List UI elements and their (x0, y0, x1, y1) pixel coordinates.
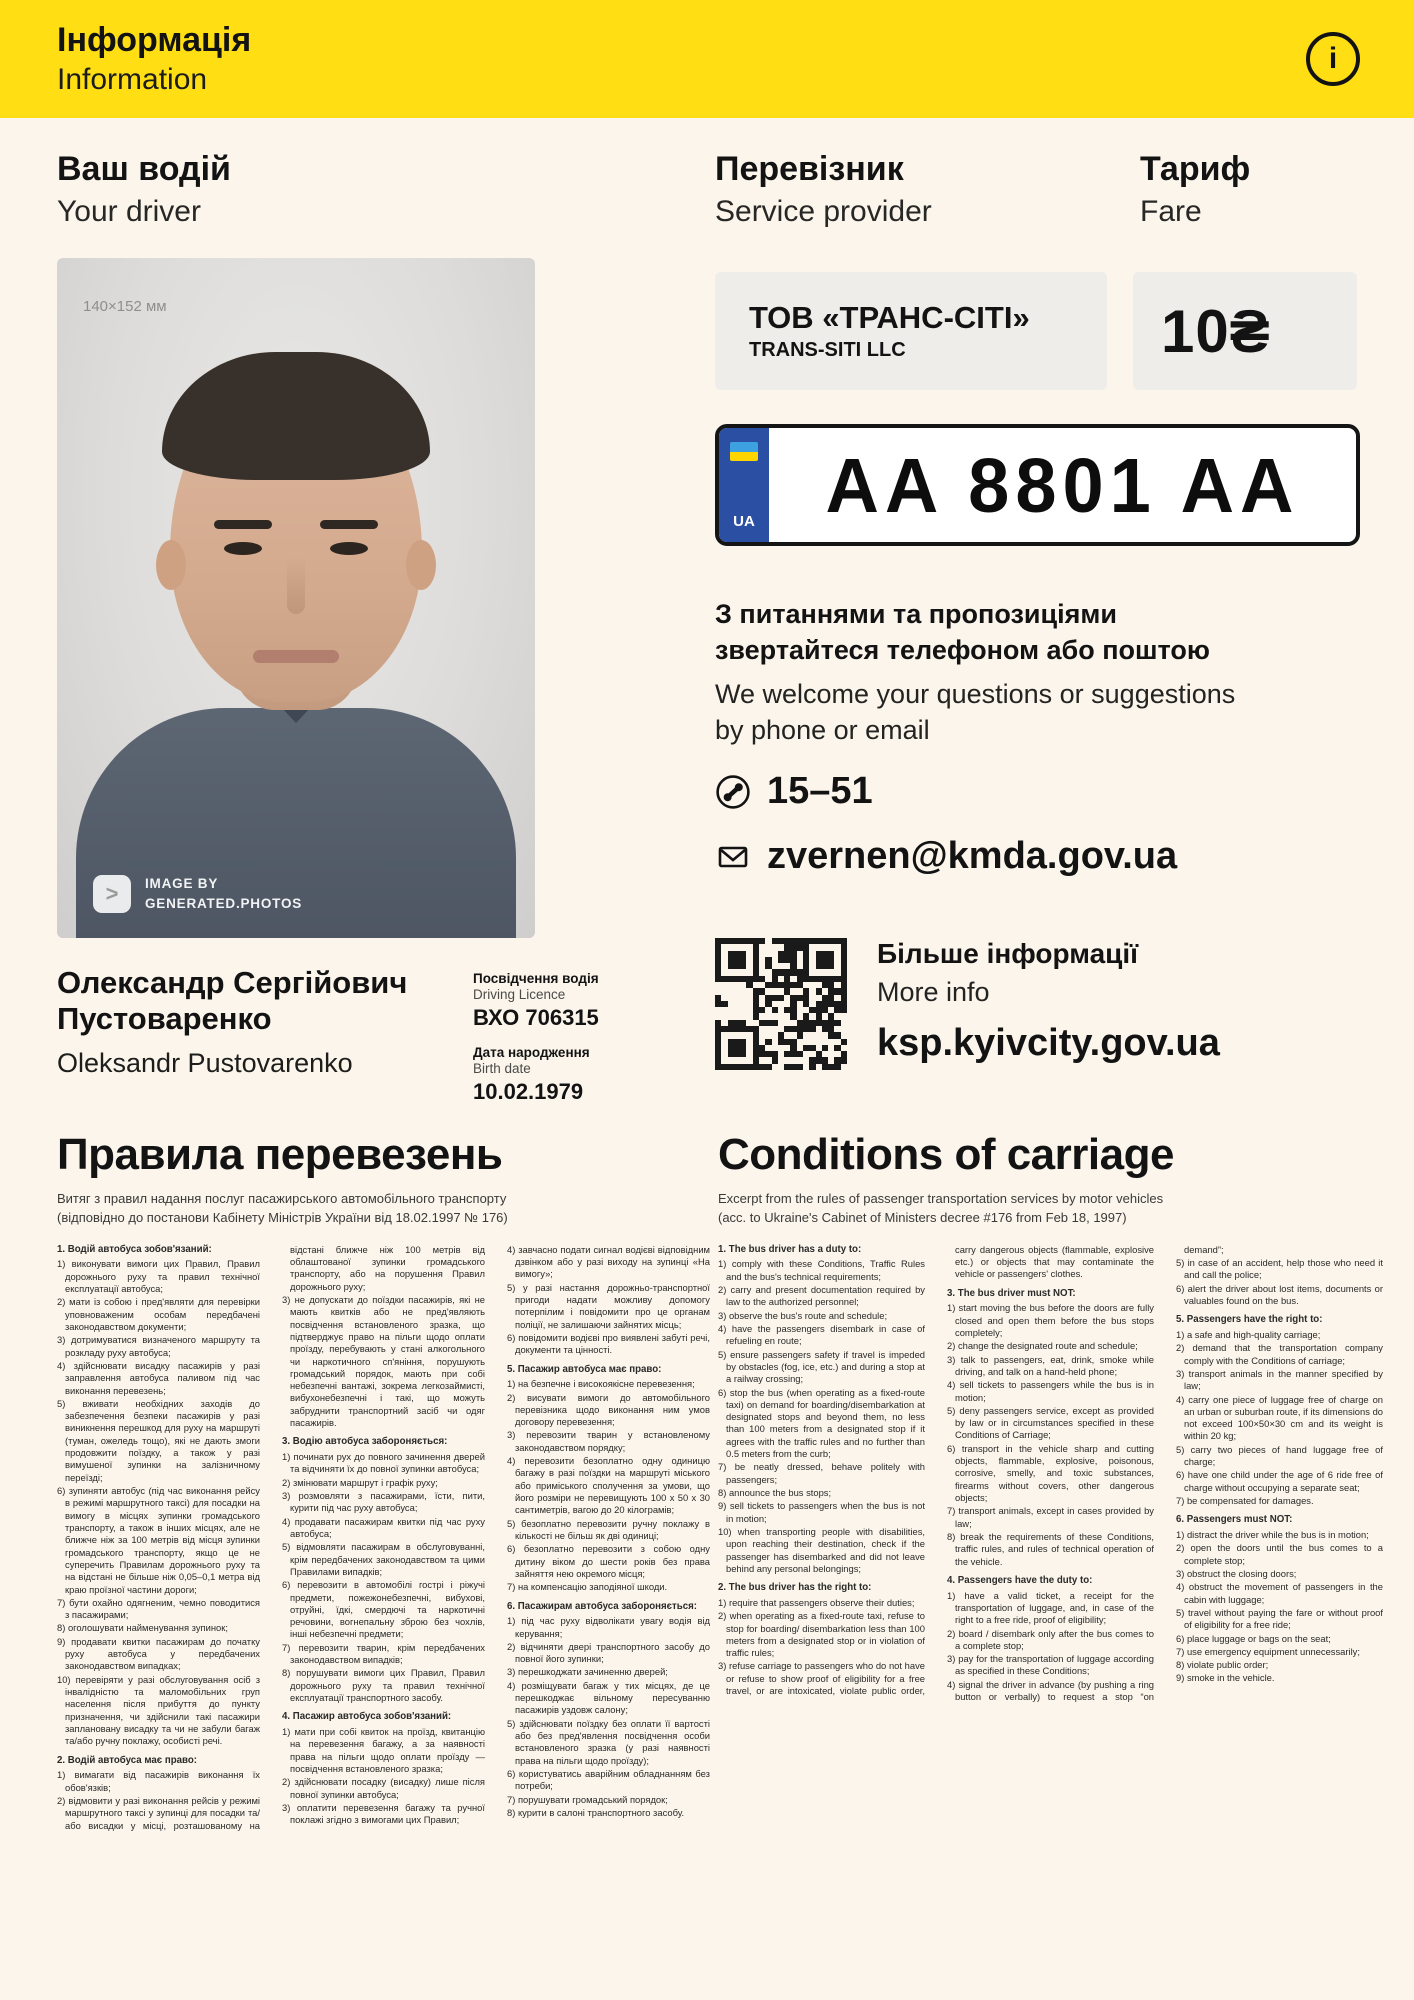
portrait-eyebrow (320, 520, 378, 529)
rules-item: 5) carry two pieces of hand luggage free of charge; (1176, 1443, 1383, 1468)
rules-item: 2) висувати вимоги до автомобільного перевізника щодо виконання ним умов договору перевезення; (507, 1391, 710, 1428)
rules-item: 1) require that passengers observe their duties; (718, 1596, 915, 1608)
rules-item: 5) ensure passengers safety if travel is impeded by obstacles (fog, ice, etc.) and during a stop at a railway crossing; (718, 1348, 925, 1385)
birth-label-en: Birth date (473, 1061, 531, 1076)
rules-item: 1) починати рух до повного зачинення дверей та відчиняти їх до повної зупинки автобуса; (282, 1451, 485, 1475)
rules-item: 4) розміщувати багаж у тих місцях, де це перешкоджає вільному пересуванню пасажирів уздовж салону; (507, 1679, 710, 1716)
phone-number[interactable]: 15–51 (767, 770, 873, 813)
rules-item: 4) здійснювати висадку пасажирів у разі заправлення автобуса паливом під час виконання перевезень; (57, 1359, 260, 1396)
rules-item: 7) transport animals, except in cases provided by law; (947, 1505, 1154, 1529)
arrow-icon: > (93, 875, 131, 913)
rules-item: 8) break the requirements of these Conditions, traffic rules, and rules of technical operation of the vehicle. (947, 1530, 1154, 1567)
rules-item: 2) change the designated route and schedule; (947, 1340, 1138, 1352)
rules-subtitle-uk (57, 1190, 710, 1228)
rules-heading: 2. Водій автобуса має право: (57, 1754, 197, 1766)
rules-item: 4) завчасно подати сигнал водієві відповідним дзвінком або у разі виходу на зупинці «На вимогу»; (507, 1243, 710, 1280)
provider-section-heading (715, 150, 932, 229)
ukraine-flag-icon (730, 442, 758, 461)
provider-box (715, 272, 1107, 390)
licence-number: ВХО 706315 (473, 1005, 599, 1030)
photo-watermark (93, 874, 302, 915)
rules-item: 2) open the doors until the bus comes to a complete stop; (1176, 1542, 1383, 1566)
rules-item: 6) alert the driver about lost items, documents or valuables found on the bus. (1176, 1282, 1383, 1306)
rules-item: 2) відчиняти двері транспортного засобу до повної його зупинки; (507, 1640, 710, 1665)
rules-item: 1) have a valid ticket, a receipt for the transportation of luggage, and, in case of the right to a free ride, proof of eligibility; (947, 1589, 1154, 1626)
portrait-ear (406, 540, 436, 590)
contact-prompt-uk (715, 596, 1375, 669)
contact-prompt-en-line2: by phone or email (715, 714, 930, 745)
rules-item: 7) на компенсацію заподіяної шкоди. (507, 1581, 668, 1593)
rules-item: 5) у разі настання дорожньо-транспортної пригоди надати можливу допомогу потерпілим і повідомити про це органам поліції, не залишаючи зайнятих місць; (507, 1281, 710, 1330)
contact-prompt-uk-line2: звертайтеся телефоном або поштою (715, 635, 1210, 666)
rules-item: 7) бути охайно одягненим, чемно поводитися з пасажирами; (57, 1596, 260, 1621)
rules-item: 3) перешкоджати зачиненню дверей; (507, 1666, 668, 1678)
portrait-hair (162, 352, 430, 480)
rules-subtitle-en-line2: (acc. to Ukraine's Cabinet of Ministers decree #176 from Feb 18, 1997) (718, 1209, 1127, 1225)
fare-section-heading (1140, 150, 1250, 229)
rules-text-uk (57, 1244, 710, 1982)
rules-item: 1) start moving the bus before the doors are fully closed and open them before the bus stops completely; (947, 1302, 1154, 1338)
driver-photo (57, 258, 535, 938)
rules-item: 9) smoke in the vehicle. (1176, 1672, 1275, 1684)
rules-item: 2) здійснювати посадку (висадку) лише після повної зупинки автобуса; (282, 1776, 485, 1800)
rules-item: 9) sell tickets to passengers when the bus is not in motion; (718, 1500, 925, 1524)
rules-item: 4) obstruct the movement of passengers in the cabin with luggage; (1176, 1581, 1383, 1605)
rules-item: 1) виконувати вимоги цих Правил, Правил дорожнього руху та правил технічної експлуатації автобуса; (57, 1258, 260, 1295)
licence-block (473, 965, 635, 1105)
info-icon (1306, 32, 1360, 86)
more-info-label-uk: Більше інформації (877, 938, 1139, 969)
fare-amount: 10₴ (1161, 297, 1271, 365)
rules-item: 2) мати із собою і пред'являти для перевірки уповноваженим особам передбачені законодавством документи; (57, 1296, 260, 1332)
rules-item: 1) distract the driver while the bus is in motion; (1176, 1529, 1369, 1541)
licence-label-uk: Посвідчення водія (473, 971, 599, 986)
more-info-label-en: More info (877, 977, 990, 1007)
rules-heading: 4. Passengers have the duty to: (947, 1574, 1093, 1586)
rules-item: 9) продавати квитки пасажирам до початку руху автобуса у передбачених законодавством випадках; (57, 1635, 260, 1672)
rules-title-en: Conditions of carriage (718, 1130, 1174, 1179)
driver-heading-en: Your driver (57, 195, 201, 229)
qr-code (715, 938, 847, 1070)
phone-row (715, 770, 1375, 813)
rules-item: 4) carry one piece of luggage free of charge on an urban or suburban route, if its dimensions do not exceed 100×50×30 cm and its weight is within 20 kg; (1176, 1393, 1383, 1442)
provider-name-uk: ТОВ «ТРАНС-СІТІ» (749, 300, 1030, 335)
rules-heading: 3. Водію автобуса забороняється: (282, 1436, 448, 1448)
rules-item: 5) deny passengers service, except as provided by law or in circumstances specified in these Conditions of Carriage; (947, 1404, 1154, 1441)
more-info-url[interactable]: ksp.kyivcity.gov.ua (877, 1022, 1220, 1064)
rules-heading: 4. Пасажир автобуса зобов'язаний: (282, 1711, 452, 1723)
rules-item: 8) announce the bus stops; (718, 1487, 832, 1499)
driver-name-block (57, 965, 457, 1105)
rules-item: 5) travel without paying the fare or without proof of eligibility for a free ride; (1176, 1606, 1383, 1631)
rules-item: 1) під час руху відволікати увагу водія від керування; (507, 1615, 710, 1639)
more-info-block (715, 938, 1220, 1070)
portrait-nose (287, 558, 305, 614)
rules-item: 3) refuse carriage to passengers who do not have or refuse to show proof of eligibility for a free travel, or are intoxicated, violate public order, carry dangerous objects (flammable, explosive etc.) or objects that may contaminate the vehicle or passengers' clothes. (718, 1243, 1154, 1697)
rules-title-uk: Правила перевезень (57, 1130, 503, 1179)
rules-item: 10) when transporting people with disabilities, upon reaching their destination, check if the passenger has disembarked and did not leave behind any personal belongings; (718, 1525, 925, 1574)
rules-heading: 6. Пасажирам автобуса забороняється: (507, 1600, 697, 1612)
driver-heading-uk: Ваш водій (57, 150, 231, 188)
plate-eu-strip (719, 428, 769, 542)
rules-item: 2) demand that the transportation company comply with the Conditions of carriage; (1176, 1342, 1383, 1366)
rules-item: 6) зупиняти автобус (під час виконання рейсу в режимі маршрутного таксі) для посадки на вимогу в місцях зупинки громадського транспорту, а також в інших місцях, але не ближче ніж за 100 метрів від місця зупинки громадського транспорту, якщо це не суперечить Правилам дорожнього руху та на відстані не більше ніж 0,05–0,1 метра від краю проїзної частини дороги; (57, 1485, 260, 1595)
portrait-eye (224, 542, 262, 555)
portrait-mouth (253, 650, 339, 663)
rules-item: 5) здійснювати поїздку без оплати її вартості або без пред'явлення посвідчення особи встановленого зразка (у разі наявності права на пільги щодо проїзду); (507, 1717, 710, 1766)
rules-item: 4) продавати пасажирам квитки під час руху автобуса; (282, 1515, 485, 1539)
rules-item: 3) оплатити перевезення багажу та ручної поклажі згідно з вимогами цих Правил; (282, 1801, 485, 1826)
rules-item: 6) безоплатно перевозити з собою одну дитину віком до шести років без права зайняття нею окремого місця; (507, 1543, 710, 1579)
rules-item: 6) stop the bus (when operating as a fixed-route taxi) on demand for boarding/disembarkation at designated stops and beyond them, no less than 100 meters from a designated stop if it agrees with the traffic rules and no further than 0.5 meters from the curb; (718, 1386, 925, 1460)
rules-heading: 6. Passengers must NOT: (1176, 1514, 1293, 1526)
rules-subtitle-en-line1: Excerpt from the rules of passenger transportation services by motor vehicles (718, 1191, 1164, 1206)
rules-item: 3) розмовляти з пасажирами, їсти, пити, курити під час руху автобуса; (282, 1490, 485, 1514)
rules-item: 6) перевозити в автомобілі гострі і ріжучі предмети, пожежонебезпечні, вибухові, отруйні, їдкі, смердючі та наркотичні речовини, вогнепальну зброю без чохлів, інші небезпечні предмети; (282, 1579, 485, 1640)
rules-item: 2) when operating as a fixed-route taxi, refuse to stop for boarding/ disembarkation less than 100 meters from a designated stop or in violation of traffic rules; (718, 1610, 925, 1659)
rules-item: 5) вживати необхідних заходів до забезпечення безпеки пасажирів у разі виникнення перешкод для руху на маршруті (туман, ожеледь тощо), які не дають змоги продовжити поїздку, а також у разі вимушеної зупинки на залізничному переїзді; (57, 1397, 260, 1483)
watermark-text (145, 874, 302, 915)
rules-item: 3) дотримуватися визначеного маршруту та розкладу руху автобуса; (57, 1334, 260, 1358)
rules-item: 6) повідомити водієві про виявлені забуті речі, документи та цінності. (507, 1331, 710, 1356)
page-title: Інформація (57, 21, 252, 59)
birth-label-uk: Дата народження (473, 1045, 590, 1060)
rules-item: 2) відмовити у разі виконання рейсів у режимі маршрутного таксі у зупинці для посадки та/або висадки у місці, розташованому на відстані ближче ніж 100 метрів від облаштованої зупинки громадського транспорту, або на порушення Правил дорожнього руху; (57, 1243, 485, 1831)
driver-identity-row (57, 965, 635, 1105)
rules-item: 6) transport in the vehicle sharp and cutting objects, flammable, explosive, poisonous, corrosive, smelly, and toxic substances, firearms without covers, other dangerous objects; (947, 1442, 1154, 1504)
phone-icon (715, 774, 751, 810)
more-info-text (877, 938, 1220, 1070)
plate-country-code: UA (733, 513, 755, 530)
watermark-line1: IMAGE BY (145, 875, 219, 891)
rules-subtitle-uk-line2: (відповідно до постанови Кабінету Міністрів України від 18.02.1997 № 176) (57, 1209, 508, 1225)
birth-date: 10.02.1979 (473, 1079, 584, 1104)
rules-item: 3) transport animals in the manner specified by law; (1176, 1367, 1383, 1392)
rules-item: 3) obstruct the closing doors; (1176, 1567, 1297, 1579)
rules-item: 1) comply with these Conditions, Traffic Rules and the bus's technical requirements; (718, 1258, 925, 1282)
rules-item: 3) перевозити тварин у встановленому законодавством порядку; (507, 1429, 710, 1453)
rules-item: 5) відмовляти пасажирам в обслуговуванні, крім передбачених законодавством та цими Правилами випадків; (282, 1541, 485, 1577)
rules-text-en (718, 1244, 1383, 1982)
rules-item: 8) violate public order; (1176, 1659, 1269, 1671)
envelope-icon (715, 839, 751, 875)
contact-block (715, 596, 1375, 878)
contact-prompt-en-line1: We welcome your questions or suggestions (715, 678, 1236, 709)
rules-heading: 1. Водій автобуса зобов'язаний: (57, 1243, 212, 1255)
header-title-block (57, 21, 251, 97)
rules-item: 8) оголошувати найменування зупинок; (57, 1622, 228, 1634)
rules-subtitle-en (718, 1190, 1383, 1228)
fare-box (1133, 272, 1357, 390)
portrait-ear (156, 540, 186, 590)
rules-item: 1) вимагати від пасажирів виконання їх обов'язків; (57, 1769, 260, 1793)
driver-name-uk: Олександр Сергійович Пустоваренко (57, 965, 408, 1037)
rules-item: 5) in case of an accident, help those who need it and call the police; (1176, 1257, 1383, 1281)
rules-item: 5) безоплатно перевозити ручну поклажу в кількості не більш як дві одиниці; (507, 1517, 710, 1541)
rules-item: 4) signal the driver in advance (by pushing a ring button or verbally) to request a stop “on demand”; (947, 1243, 1224, 1703)
rules-heading: 5. Passengers have the right to: (1176, 1314, 1323, 1326)
rules-item: 3) talk to passengers, eat, drink, smoke while driving, and talk on a hand-held phone; (947, 1353, 1154, 1377)
rules-item: 2) змінювати маршрут і графік руху; (282, 1476, 438, 1488)
rules-item: 7) be neatly dressed, behave politely with passengers; (718, 1461, 925, 1485)
info-icon-glyph: i (1328, 42, 1338, 75)
rules-item: 8) курити в салоні транспортного засобу. (507, 1806, 685, 1818)
rules-item: 1) на безпечне і високоякісне перевезення; (507, 1378, 695, 1390)
rules-item: 4) sell tickets to passengers while the bus is in motion; (947, 1379, 1154, 1403)
portrait-eye (330, 542, 368, 555)
rules-item: 6) користуватись аварійним обладнанням без потреби; (507, 1767, 710, 1792)
rules-item: 6) place luggage or bags on the seat; (1176, 1632, 1331, 1644)
portrait-eyebrow (214, 520, 272, 529)
rules-item: 4) перевозити безоплатно одну одиницю багажу в разі поїздки на маршруті міського або приміського сполучення за умови, що його розміри не перевищують 100 х 50 х 30 сантиметрів, вагою до 20 кілограмів; (507, 1455, 710, 1516)
rules-heading: 5. Пасажир автобуса має право: (507, 1363, 662, 1375)
rules-item: 10) перевіряти у разі обслуговування осіб з інвалідністю та маломобільних груп населення після прибуття до пункту призначення, чи здійснили такі пасажири заплановану висадку та чи не забули багаж та/або ручну поклажу, особисті речі. (57, 1673, 260, 1747)
rules-item: 1) мати при собі квиток на проїзд, квитанцію на перевезення багажу, а за наявності права на пільги щодо оплати проїзду — посвідчення встановленого зразка; (282, 1726, 485, 1774)
provider-heading-en: Service provider (715, 195, 932, 229)
plate-number: AA 8801 AA (825, 441, 1300, 529)
rules-item: 7) be compensated for damages. (1176, 1495, 1314, 1507)
fare-heading-uk: Тариф (1140, 150, 1251, 188)
contact-prompt-uk-line1: З питаннями та пропозиціями (715, 599, 1117, 629)
rules-heading: 2. The bus driver has the right to: (718, 1582, 872, 1594)
rules-item: 4) have the passengers disembark in case of refueling en route; (718, 1322, 925, 1347)
rules-item: 8) порушувати вимоги цих Правил, Правил дорожнього руху та правил технічної експлуатації транспортного засобу. (282, 1667, 485, 1704)
email-row (715, 835, 1375, 878)
rules-item: 3) observe the bus's route and schedule; (718, 1309, 888, 1321)
rules-heading: 3. The bus driver must NOT: (947, 1287, 1076, 1299)
driver-section-heading (57, 150, 231, 229)
rules-item: 7) use emergency equipment unnecessarily; (1176, 1645, 1360, 1657)
provider-heading-uk: Перевізник (715, 150, 904, 188)
watermark-line2: GENERATED.PHOTOS (145, 895, 303, 911)
rules-item: 3) не допускати до поїздки пасажирів, які не мають квитків або не пред'являють посвідчення встановленого зразка, що підтверджує право на пільги щодо оплати проїзду, перебувають у стані алкогольного чи наркотичного сп'яніння, порушують громадський порядок, мають при собі небезпечні вантажі, зокрема легкозаймисті, вибухонебезпечні і такі, що можуть забруднити транспортний засіб чи одяг пасажирів. (282, 1293, 485, 1429)
driver-photo-card (57, 258, 535, 938)
rules-heading: 1. The bus driver has a duty to: (718, 1243, 862, 1255)
rules-item: 1) a safe and high-quality carriage; (1176, 1328, 1321, 1340)
fare-heading-en: Fare (1140, 195, 1202, 229)
email-address[interactable]: zvernen@kmda.gov.ua (767, 835, 1178, 878)
provider-name-en: TRANS-SITI LLC (749, 339, 906, 361)
rules-item: 2) carry and present documentation required by law to the authorized personnel; (718, 1284, 925, 1308)
rules-section-en (718, 1130, 1383, 1982)
rules-item: 7) перевозити тварин, крім передбачених законодавством випадків; (282, 1641, 485, 1666)
rules-subtitle-uk-line1: Витяг з правил надання послуг пасажирського автомобільного транспорту (57, 1191, 507, 1206)
license-plate (715, 424, 1360, 546)
photo-size-label: 140×152 мм (83, 298, 167, 315)
rules-item: 7) порушувати громадський порядок; (507, 1793, 668, 1805)
licence-label-en: Driving Licence (473, 987, 566, 1002)
rules-item: 2) board / disembark only after the bus comes to a complete stop; (947, 1627, 1154, 1651)
header (0, 0, 1414, 118)
rules-item: 3) pay for the transportation of luggage according as specified in these Conditions; (947, 1653, 1154, 1677)
rules-item: 6) have one child under the age of 6 ride free of charge without occupying a separate seat; (1176, 1469, 1383, 1493)
rules-section-uk (57, 1130, 710, 1982)
contact-prompt-en (715, 677, 1375, 748)
driver-name-en: Oleksandr Pustovarenko (57, 1047, 353, 1078)
page-title-en: Information (57, 63, 208, 96)
